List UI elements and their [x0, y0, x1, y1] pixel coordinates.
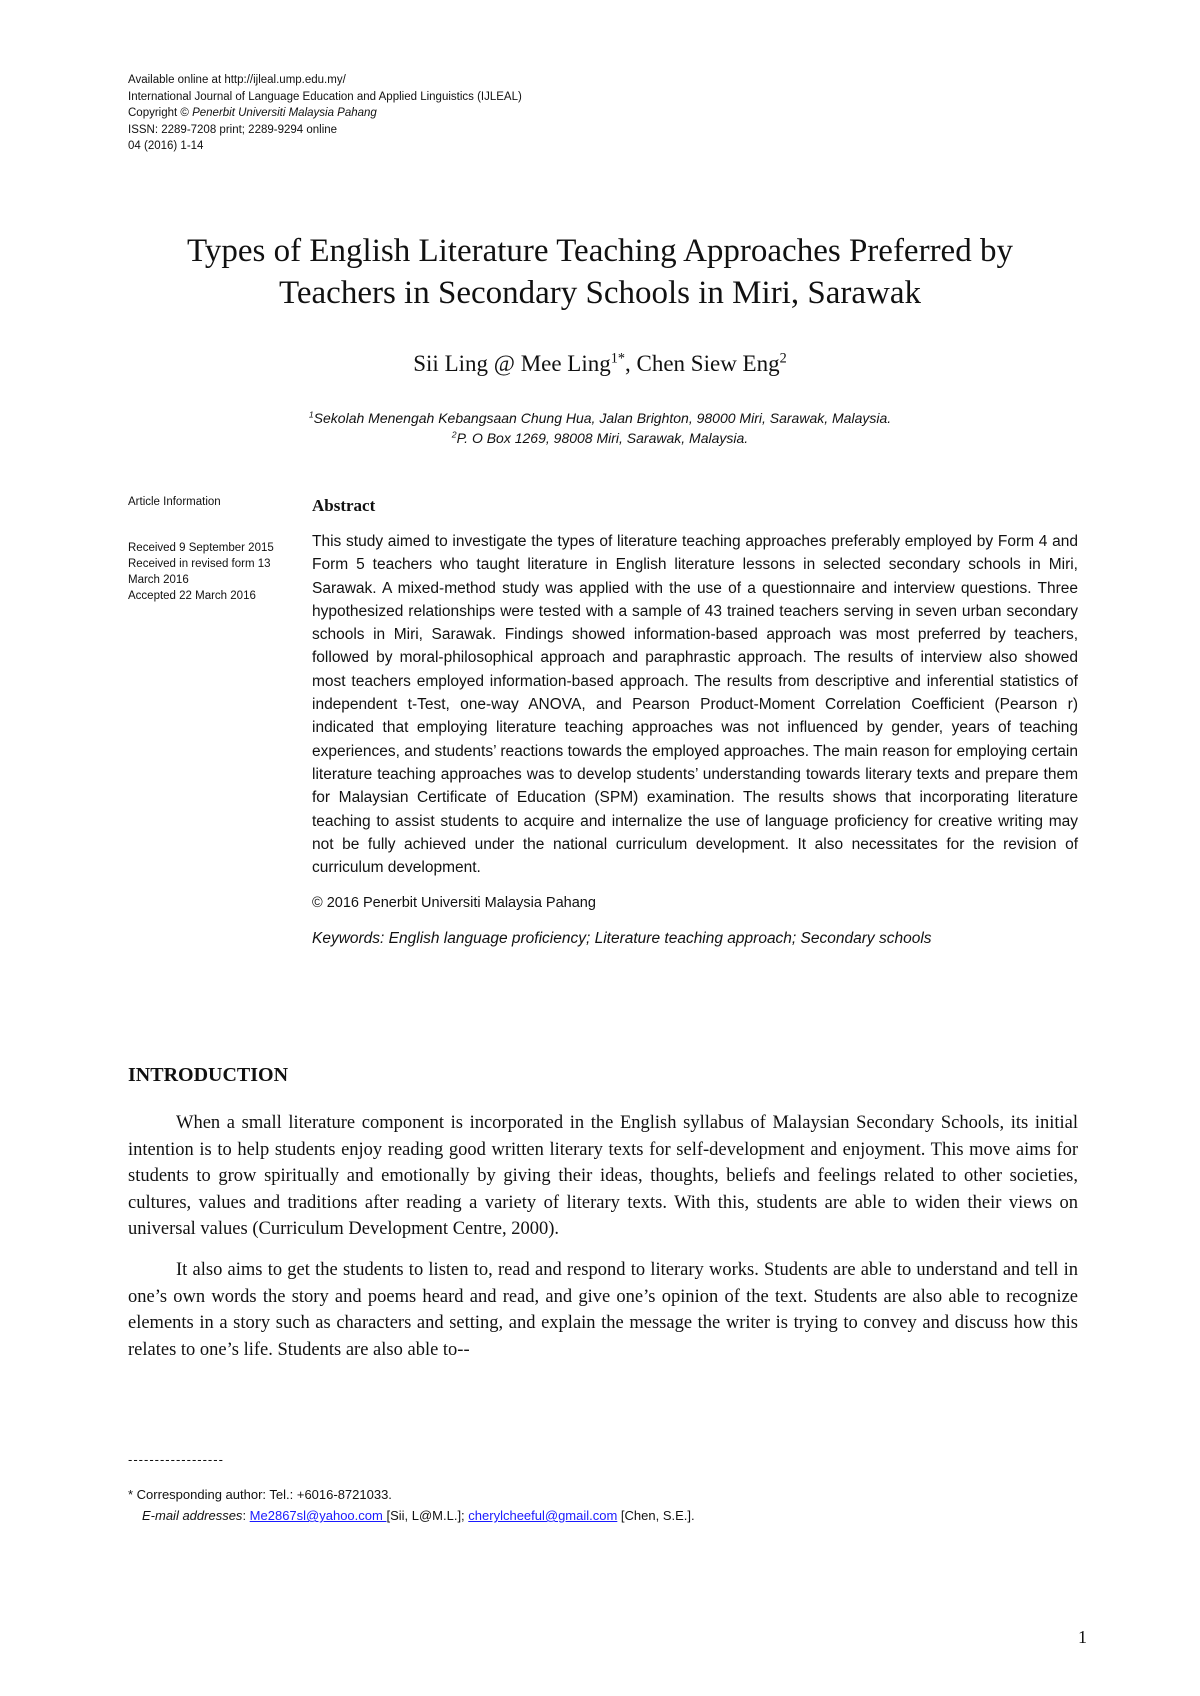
- introduction-body: [128, 1110, 1078, 1377]
- email-link-2[interactable]: cherylcheeful@gmail.com: [468, 1508, 618, 1523]
- journal-volume-line: 04 (2016) 1-14: [128, 140, 204, 152]
- author-2-name: Chen Siew Eng: [636, 351, 780, 376]
- page-number: 1: [1078, 1627, 1087, 1647]
- email-label: E-mail addresses: [142, 1508, 243, 1523]
- affiliation-1: [100, 408, 1100, 428]
- footnote: [128, 1484, 695, 1526]
- affiliation-1-marker: 1: [308, 409, 314, 420]
- affiliations: [100, 408, 1100, 448]
- author-2-marker: 2: [779, 350, 787, 367]
- introduction-heading: INTRODUCTION: [128, 1064, 289, 1086]
- journal-copyright-line: [128, 105, 522, 122]
- affiliation-2: [100, 428, 1100, 448]
- email-owner-1: [Sii, L@M.L.];: [386, 1508, 469, 1523]
- affiliation-2-text: P. O Box 1269, 98008 Miri, Sarawak, Malaysia.: [456, 430, 749, 446]
- article-dates: [128, 540, 288, 604]
- journal-header: [128, 72, 522, 155]
- email-addresses: [128, 1505, 695, 1526]
- introduction-paragraph-1: When a small literature component is incorporated in the English syllabus of Malaysian Secondary Schools, its initial intention is to help students enjoy reading good written literary texts for self-development and enjoyment. This move aims for students to grow spiritually and emotionally by giving their ideas, thoughts, beliefs and feelings related to other societies, cultures, values and traditions after reading a variety of literary texts. With this, students are able to widen their views on universal values (Curriculum Development Centre, 2000).: [128, 1113, 1078, 1240]
- author-list: [100, 351, 1100, 377]
- footnote-rule: ------------------: [128, 1452, 224, 1467]
- accepted-date: Accepted 22 March 2016: [128, 590, 256, 602]
- email-owner-2: [Chen, S.E.].: [617, 1508, 695, 1523]
- copyright-prefix: Copyright ©: [128, 107, 193, 119]
- corresponding-author: * Corresponding author: Tel.: +6016-8721033.: [128, 1487, 392, 1502]
- author-1-name: Sii Ling @ Mee Ling: [413, 351, 611, 376]
- revised-date: Received in revised form 13 March 2016: [128, 558, 271, 586]
- abstract-heading: Abstract: [312, 496, 376, 515]
- paper-title: [100, 230, 1100, 314]
- abstract-body: This study aimed to investigate the types of literature teaching approaches preferably employed by Form 4 and Form 5 teachers who taught literature in English literature lessons in selected secondary schools in Miri, Sarawak. A mixed-method study was applied with the use of a questionnaire and interview questions. Three hypothesized relationships were tested with a sample of 43 trained teachers serving in seven urban secondary schools in Miri, Sarawak. Findings showed information-based approach was most preferred by teachers, followed by moral-philosophical approach and paraphrastic approach. The results of interview also showed most teachers employed information-based approach. The results from descriptive and inferential statistics of independent t-Test, one-way ANOVA, and Pearson Product-Moment Correlation Coefficient (Pearson r) indicated that employing literature teaching approaches was not influenced by gender, years of teaching experiences, and students’ reactions towards the employed approaches. The main reason for employing certain literature teaching approaches was to develop students’ understanding towards literary texts and prepare them for Malaysian Certificate of Education (SPM) examination. The results shows that incorporating literature teaching to assist students to acquire and internalize the use of language proficiency for creative writing may not be fully achieved under the national curriculum development. It also necessitates for the revision of curriculum development.: [312, 533, 1078, 877]
- received-date: Received 9 September 2015: [128, 542, 274, 554]
- abstract-copyright: © 2016 Penerbit Universiti Malaysia Pahang: [312, 895, 596, 912]
- paper-title-line-1: Types of English Literature Teaching Approaches Preferred by: [187, 233, 1013, 269]
- affiliation-2-marker: 2: [451, 429, 457, 440]
- affiliation-1-text: Sekolah Menengah Kebangsaan Chung Hua, Jalan Brighton, 98000 Miri, Sarawak, Malaysia.: [313, 410, 892, 426]
- author-separator: ,: [625, 351, 637, 376]
- copyright-publisher: Penerbit Universiti Malaysia Pahang: [192, 107, 377, 119]
- email-colon: :: [242, 1508, 250, 1523]
- abstract-section: [312, 496, 1078, 948]
- keywords: Keywords: English language proficiency; Literature teaching approach; Secondary schools: [312, 930, 932, 948]
- journal-issn-line: ISSN: 2289-7208 print; 2289-9294 online: [128, 123, 338, 136]
- paper-title-line-2: Teachers in Secondary Schools in Miri, Sarawak: [279, 275, 921, 311]
- journal-url-line: Available online at http://ijleal.ump.edu.my/: [128, 74, 346, 86]
- introduction-paragraph-2: It also aims to get the students to listen to, read and respond to literary works. Students are able to understand and tell in one’s own words the story and poems heard and read, and give one’s opinion of the text. Students are also able to recognize elements in a story such as characters and setting, and explain the message the writer is trying to convey and discuss how this relates to one’s life. Students are also able to--: [128, 1259, 1078, 1360]
- author-1-marker: 1*: [610, 350, 625, 367]
- journal-name-line: International Journal of Language Education and Applied Linguistics (IJLEAL): [128, 90, 522, 103]
- email-link-1[interactable]: Me2867sl@yahoo.com: [249, 1508, 387, 1523]
- article-info-label: Article Information: [128, 496, 221, 508]
